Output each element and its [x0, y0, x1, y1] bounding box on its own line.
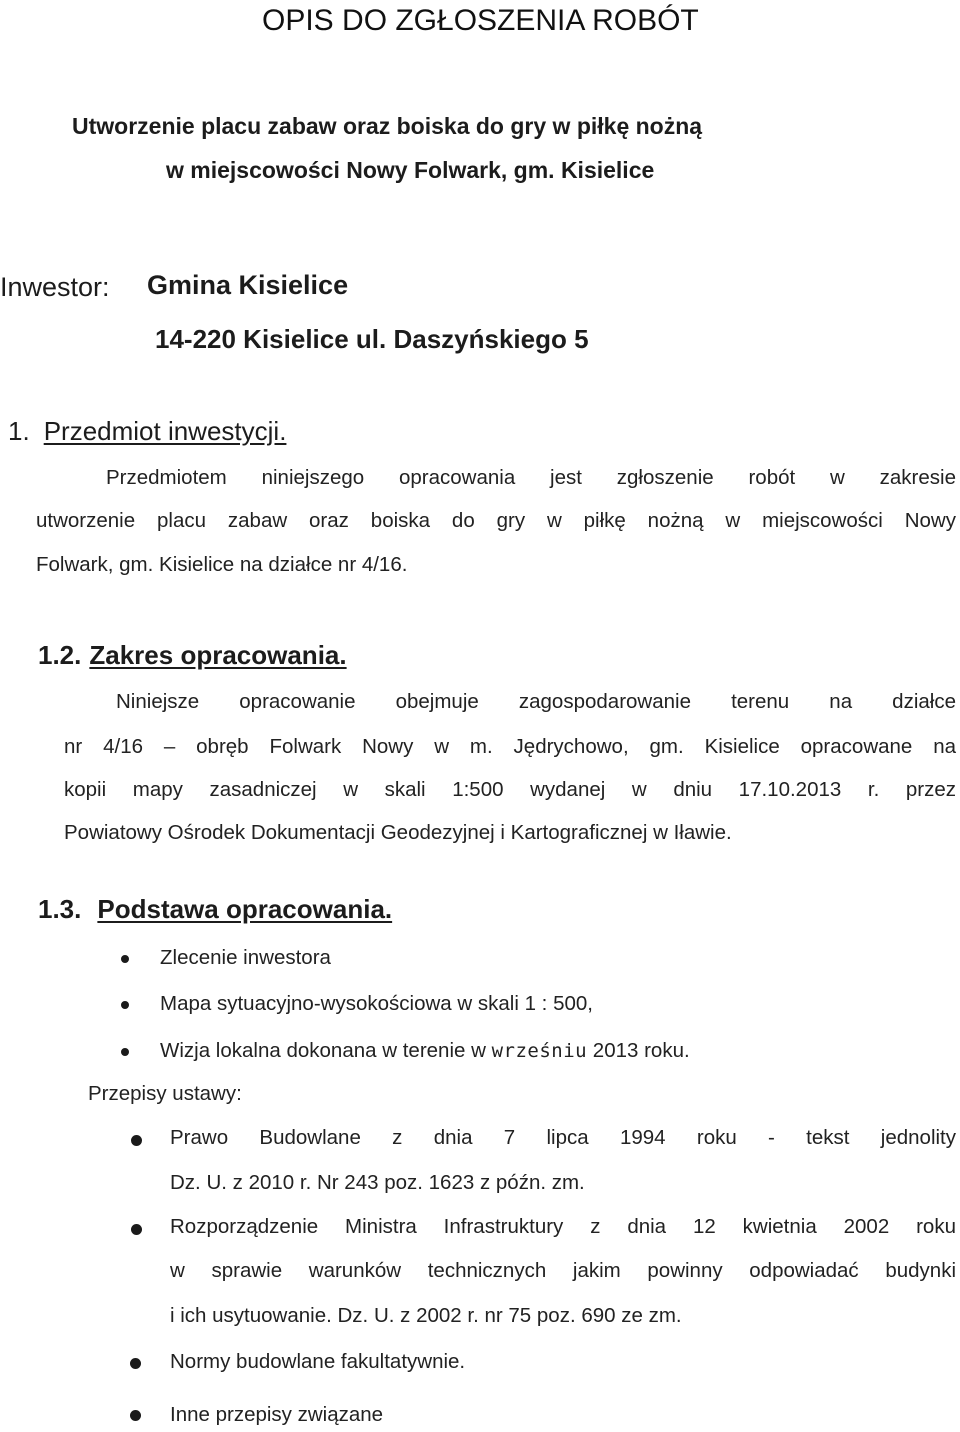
list-item: Normy budowlane fakultatywnie. — [170, 1350, 466, 1373]
bullet-dot-icon — [130, 1410, 141, 1421]
investor-name: Gmina Kisielice — [147, 270, 349, 300]
list-item: Mapa sytuacyjno-wysokościowa w skali 1 : 500, — [160, 992, 593, 1015]
paragraph-line: utworzenie placu zabaw oraz boiska do gry w piłkę nożną w miejscowości Nowy — [36, 509, 956, 532]
section-heading-2 — [38, 640, 347, 671]
bullet-dot-icon — [131, 1135, 142, 1146]
subtitle-line-2: w miejscowości Nowy Folwark, gm. Kisielice — [166, 157, 655, 183]
paragraph-line: Powiatowy Ośrodek Dokumentacji Geodezyjnej i Kartograficznej w Iławie. — [64, 821, 732, 844]
list-item-month: wrześniu — [491, 1040, 588, 1062]
section-title: Podstawa opracowania. — [97, 894, 393, 924]
section-heading-3 — [38, 894, 392, 925]
list-item — [160, 1039, 690, 1063]
list-item-continuation: i ich usytuowanie. Dz. U. z 2002 r. nr 75 poz. 690 ze zm. — [170, 1304, 682, 1327]
paragraph-line: nr 4/16 – obręb Folwark Nowy w m. Jędrychowo, gm. Kisielice opracowane na — [64, 735, 956, 758]
paragraph-line: Niniejsze opracowanie obejmuje zagospodarowanie terenu na działce — [116, 690, 956, 713]
investor-label: Inwestor: — [0, 272, 110, 302]
list-item: Zlecenie inwestora — [160, 946, 331, 969]
section-number: 1. — [8, 416, 30, 446]
list-item-text: 2013 roku. — [587, 1039, 690, 1062]
list-item-text: Wizja lokalna dokonana w terenie w — [160, 1039, 492, 1062]
document-title: OPIS DO ZGŁOSZENIA ROBÓT — [262, 4, 699, 37]
bullet-dot-icon — [121, 1001, 129, 1009]
section-number: 1.2. — [38, 640, 82, 670]
investor-address: 14-220 Kisielice ul. Daszyńskiego 5 — [155, 324, 589, 354]
paragraph-line: Folwark, gm. Kisielice na działce nr 4/16. — [36, 553, 408, 576]
list-item: Inne przepisy związane — [170, 1403, 384, 1426]
paragraph-line: Przedmiotem niniejszego opracowania jest zgłoszenie robót w zakresie — [106, 466, 956, 489]
section-title: Przedmiot inwestycji. — [43, 416, 287, 446]
section-heading-1 — [8, 416, 286, 447]
list-item-continuation: w sprawie warunków technicznych jakim powinny odpowiadać budynki — [170, 1259, 956, 1282]
list-item: Prawo Budowlane z dnia 7 lipca 1994 roku - tekst jednolity — [170, 1126, 956, 1149]
bullet-dot-icon — [130, 1358, 141, 1369]
list-item: Rozporządzenie Ministra Infrastruktury z dnia 12 kwietnia 2002 roku — [170, 1215, 956, 1238]
section-number: 1.3. — [38, 894, 82, 924]
bullet-dot-icon — [121, 1048, 129, 1056]
list-item-continuation: Dz. U. z 2010 r. Nr 243 poz. 1623 z późn. zm. — [170, 1171, 585, 1194]
section-title: Zakres opracowania. — [89, 640, 347, 670]
bullet-dot-icon — [131, 1224, 142, 1235]
bullet-dot-icon — [121, 955, 129, 963]
laws-label: Przepisy ustawy: — [88, 1082, 242, 1105]
subtitle-line-1: Utworzenie placu zabaw oraz boiska do gry w piłkę nożną — [72, 113, 703, 139]
paragraph-line: kopii mapy zasadniczej w skali 1:500 wydanej w dniu 17.10.2013 r. przez — [64, 778, 956, 801]
